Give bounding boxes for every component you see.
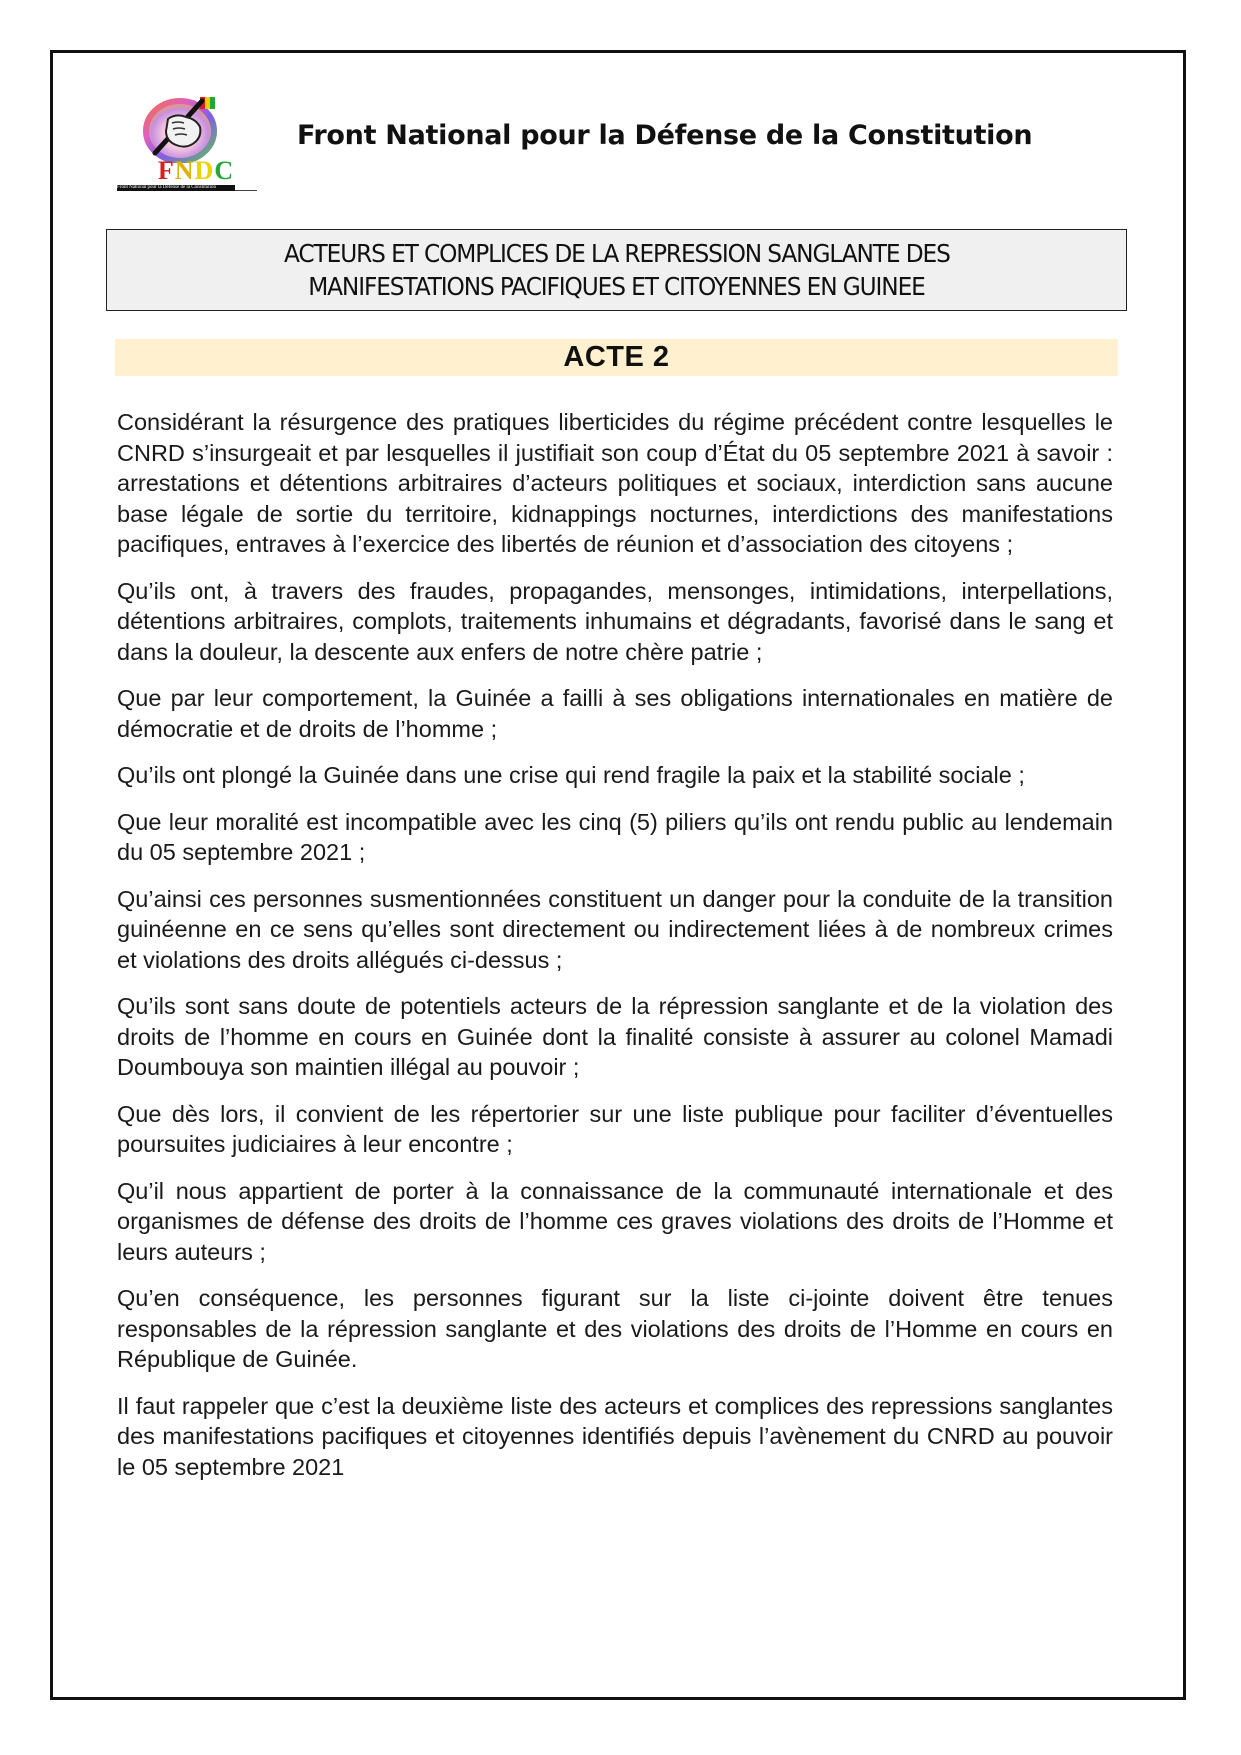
paragraph-connaissance: Qu’il nous appartient de porter à la connaissance de la communauté internationale et des organismes de défense des droits de l’homme ces graves violations des droits de l’Homme et leurs auteurs ; — [117, 1177, 1113, 1265]
logo-tagline: Front National pour la Défense de la Constitution — [117, 185, 235, 191]
document-body — [117, 407, 1113, 1498]
paragraph-fraudes: Qu’ils ont, à travers des fraudes, propagandes, mensonges, intimidations, interpellations, détentions arbitraires, complots, traitements inhumains et dégradants, favorisé dans le sang et dans la douleur, la descente aux enfers de notre chère patrie ; — [117, 577, 1113, 665]
paragraph-crise: Qu’ils ont plongé la Guinée dans une crise qui rend fragile la paix et la stabilité sociale ; — [117, 762, 1025, 788]
paragraph-repertorier: Que dès lors, il convient de les répertorier sur une liste publique pour faciliter d’éventuelles poursuites judiciaires à leur encontre ; — [117, 1100, 1113, 1157]
acte-banner — [115, 339, 1118, 376]
logo-acronym: FNDC — [157, 156, 235, 185]
acte-label: ACTE 2 — [563, 341, 670, 373]
document-title-line-2: MANIFESTATIONS PACIFIQUES ET CITOYENNES EN GUINEE — [308, 272, 925, 301]
paragraph-considerant: Considérant la résurgence des pratiques liberticides du régime précédent contre lesquelles le CNRD s’insurgeait et par lesquelles il justifiait son coup d’État du 05 septembre 2021 à savoir : arrestations et détentions arbitraires d’acteurs politiques et sociaux, interdiction sans aucune base légale de sortie du territoire, kidnappings nocturnes, interdictions des manifestations pacifiques, entraves à l’exercice des libertés de réunion et d’association des citoyens ; — [117, 409, 1113, 557]
document-title-line-1: ACTEURS ET COMPLICES DE LA REPRESSION SANGLANTE DES — [283, 239, 950, 268]
fndc-logo — [115, 90, 255, 195]
organization-title: Front National pour la Défense de la Constitution — [297, 120, 1033, 151]
paragraph-consequence: Qu’en conséquence, les personnes figurant sur la liste ci-jointe doivent être tenues responsables de la répression sanglante et des violations des droits de l’Homme en cours en République de Guinée. — [117, 1285, 1113, 1372]
paragraph-danger: Qu’ainsi ces personnes susmentionnées constituent un danger pour la conduite de la transition guinéenne en ce sens qu’elles sont directement ou indirectement liées à de nombreux crimes et violations des droits allégués ci-dessus ; — [117, 885, 1113, 973]
document-title-box — [106, 229, 1127, 311]
paragraph-moralite: Que leur moralité est incompatible avec les cinq (5) piliers qu’ils ont rendu public au lendemain du 05 septembre 2021 ; — [117, 808, 1113, 865]
paragraph-rappel: Il faut rappeler que c’est la deuxième liste des acteurs et complices des repressions sanglantes des manifestations pacifiques et citoyennes identifiés depuis l’avènement du CNRD au pouvoir le 05 septembre 2021 — [117, 1392, 1113, 1480]
paragraph-repression: Qu’ils sont sans doute de potentiels acteurs de la répression sanglante et de la violation des droits de l’homme en cours en Guinée dont la finalité consiste à assurer au colonel Mamadi Doumbouya son maintien illégal au pouvoir ; — [117, 993, 1113, 1080]
logo-underline — [235, 190, 257, 191]
fist-holding-pen-with-guinea-flag-icon — [140, 93, 225, 163]
paragraph-obligations: Que par leur comportement, la Guinée a failli à ses obligations internationales en matière de démocratie et de droits de l’homme ; — [117, 685, 1113, 742]
